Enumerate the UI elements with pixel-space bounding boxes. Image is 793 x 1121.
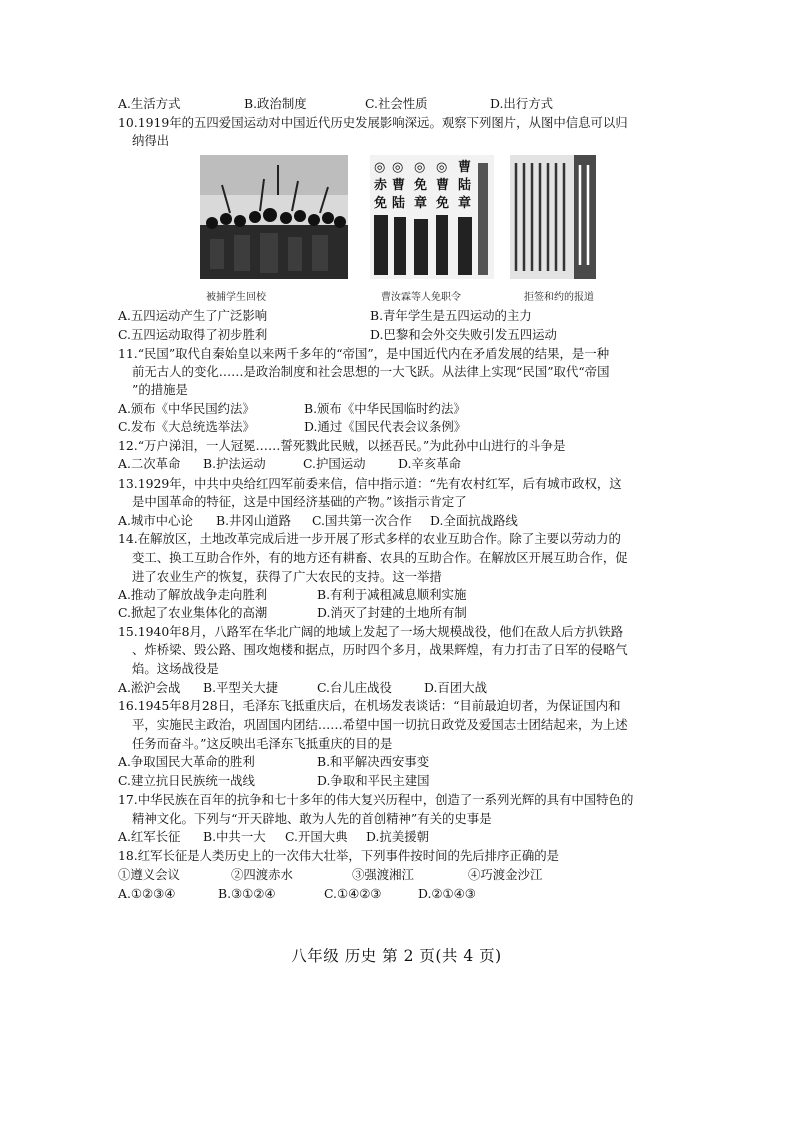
- q16-line2: 平，实施民主政治，巩固国内团结……希望中国一切抗日政党及爱国志士团结起来，为上述: [132, 717, 628, 732]
- page-footer: 八年级 历史 第 2 页(共 4 页): [291, 947, 502, 965]
- caption-dismissal-order: 曹汝霖等人免职令: [381, 292, 461, 303]
- q11-line3: ”的措施是: [132, 382, 188, 397]
- q12-line1: 12.“万户涕泪，一人冠冕……誓死戮此民贼，以拯吾民。”为此孙中山进行的斗争是: [118, 438, 566, 453]
- q17-option-c: C.开国大典: [285, 829, 348, 844]
- photo-dismissal-order: [370, 155, 494, 279]
- q15-option-c: C.台儿庄战役: [317, 680, 392, 695]
- q13-line2: 是中国革命的特征，这是中国经济基础的产物。”该指示肯定了: [132, 494, 467, 509]
- q9-option-a: A.生活方式: [118, 96, 181, 111]
- q16-option-d: D.争取和平民主建国: [317, 773, 430, 788]
- q17-option-a: A.红军长征: [118, 829, 181, 844]
- q13-option-b: B.井冈山道路: [216, 513, 291, 528]
- q10-option-a: A.五四运动产生了广泛影响: [118, 308, 268, 323]
- q15-option-b: B.平型关大捷: [203, 680, 278, 695]
- q18-option-d: D.②①④③: [418, 886, 476, 901]
- q17-option-b: B.中共一大: [203, 829, 266, 844]
- svg-text:免: 免: [436, 196, 450, 211]
- q14-line3: 进了农业生产的恢复，获得了广大农民的支持。这一举措: [132, 569, 442, 584]
- svg-text:陆: 陆: [392, 196, 406, 211]
- q18-option-c: C.①④②③: [324, 886, 382, 901]
- q12-option-b: B.护法运动: [203, 456, 266, 471]
- q14-option-a: A.推动了解放战争走向胜利: [118, 587, 268, 602]
- q14-option-c: C.掀起了农业集体化的高潮: [118, 605, 268, 620]
- q10-option-c: C.五四运动取得了初步胜利: [118, 327, 268, 342]
- svg-text:曹: 曹: [436, 178, 450, 193]
- q17-option-d: D.抗美援朝: [366, 829, 429, 844]
- q18-option-b: B.③①②④: [218, 886, 276, 901]
- photo-students-return: [200, 155, 348, 279]
- q11-option-b: B.颁布《中华民国临时约法》: [304, 401, 466, 416]
- svg-text:◎: ◎: [414, 160, 426, 175]
- q14-option-d: D.消灭了封建的土地所有制: [317, 605, 467, 620]
- q10-option-d: D.巴黎和会外交失败引发五四运动: [370, 327, 557, 342]
- q15-line1: 15.1940年8月，八路军在华北广阔的地域上发起了一场大规模战役，他们在敌人后方扒铁路: [118, 624, 624, 639]
- svg-text:曹: 曹: [392, 178, 406, 193]
- q13-line1: 13.1929年，中共中央给红四军前委来信，信中指示道：“先有农村红军，后有城市政权，这: [118, 476, 622, 491]
- q11-option-d: D.通过《国民代表会议条例》: [304, 419, 467, 434]
- svg-text:免: 免: [374, 196, 388, 211]
- q18-event-1: ①遵义会议: [118, 867, 180, 882]
- q16-option-c: C.建立抗日民族统一战线: [118, 773, 255, 788]
- q13-option-c: C.国共第一次合作: [312, 513, 412, 528]
- q10-stem-line2: 纳得出: [132, 133, 170, 148]
- q9-option-d: D.出行方式: [490, 96, 553, 111]
- q16-option-b: B.和平解决西安事变: [317, 754, 430, 769]
- q15-option-a: A.淞沪会战: [118, 680, 181, 695]
- q11-option-c: C.发布《大总统选举法》: [118, 419, 255, 434]
- q17-line2: 精神文化。下列与“开天辟地、敢为人先的首创精神”有关的史事是: [132, 811, 492, 826]
- svg-text:曹: 曹: [458, 160, 472, 175]
- q18-event-4: ④巧渡金沙江: [468, 867, 543, 882]
- q11-line1: 11.“民国”取代自秦始皇以来两千多年的“帝国”，是中国近代内在矛盾发展的结果，是一种: [118, 346, 610, 361]
- q14-line2: 变工、换工互助合作外，有的地方还有耕畜、农具的互助合作。在解放区开展互助合作，促: [132, 550, 628, 565]
- q12-option-c: C.护国运动: [303, 456, 366, 471]
- svg-text:◎: ◎: [392, 160, 404, 175]
- q9-option-b: B.政治制度: [244, 96, 307, 111]
- q16-line3: 任务而奋斗。”这反映出毛泽东飞抵重庆的目的是: [132, 736, 393, 751]
- q15-line3: 焰。这场战役是: [132, 661, 219, 676]
- q11-line2: 前无古人的变化……是政治制度和社会思想的一大飞跃。从法律上实现“民国”取代“帝国: [132, 364, 610, 379]
- caption-refusal-report: 拒签和约的报道: [524, 292, 594, 303]
- q18-option-a: A.①②③④: [118, 886, 176, 901]
- q18-event-3: ③强渡湘江: [352, 867, 414, 882]
- q17-line1: 17.中华民族在百年的抗争和七十多年的伟大复兴历程中，创造了一系列光辉的具有中国特色的: [118, 792, 634, 807]
- svg-text:章: 章: [458, 196, 472, 211]
- q14-option-b: B.有利于减租减息顺利实施: [317, 587, 467, 602]
- q16-line1: 16.1945年8月28日，毛泽东飞抵重庆后，在机场发表谈话：“目前最迫切者，为保证国内和: [118, 698, 621, 713]
- caption-students-return: 被捕学生回校: [206, 292, 266, 303]
- q10-option-b: B.青年学生是五四运动的主力: [370, 308, 532, 323]
- q14-line1: 14.在解放区，土地改革完成后进一步开展了形式多样的农业互助合作。除了主要以劳动力的: [118, 531, 621, 546]
- q18-event-2: ②四渡赤水: [231, 867, 293, 882]
- svg-text:◎: ◎: [436, 160, 448, 175]
- q15-line2: 、炸桥梁、毁公路、围攻炮楼和据点，历时四个多月，战果辉煌，有力打击了日军的侵略气: [132, 642, 628, 657]
- q11-option-a: A.颁布《中华民国约法》: [118, 401, 255, 416]
- svg-text:免: 免: [414, 178, 428, 193]
- q13-option-d: D.全面抗战路线: [430, 513, 518, 528]
- svg-text:◎: ◎: [374, 160, 386, 175]
- photo-refusal-report: [510, 155, 596, 279]
- q16-option-a: A.争取国民大革命的胜利: [118, 754, 255, 769]
- q12-option-a: A.二次革命: [118, 456, 181, 471]
- q10-stem-line1: 10.1919年的五四爱国运动对中国近代历史发展影响深远。观察下列图片，从图中信息可以归: [118, 115, 628, 130]
- q15-option-d: D.百团大战: [424, 680, 487, 695]
- svg-text:赤: 赤: [374, 178, 388, 193]
- q12-option-d: D.辛亥革命: [398, 456, 461, 471]
- q13-option-a: A.城市中心论: [118, 513, 193, 528]
- svg-text:章: 章: [414, 196, 428, 211]
- svg-text:陆: 陆: [458, 178, 472, 193]
- q9-option-c: C.社会性质: [365, 96, 428, 111]
- q18-line1: 18.红军长征是人类历史上的一次伟大壮举，下列事件按时间的先后排序正确的是: [118, 848, 559, 863]
